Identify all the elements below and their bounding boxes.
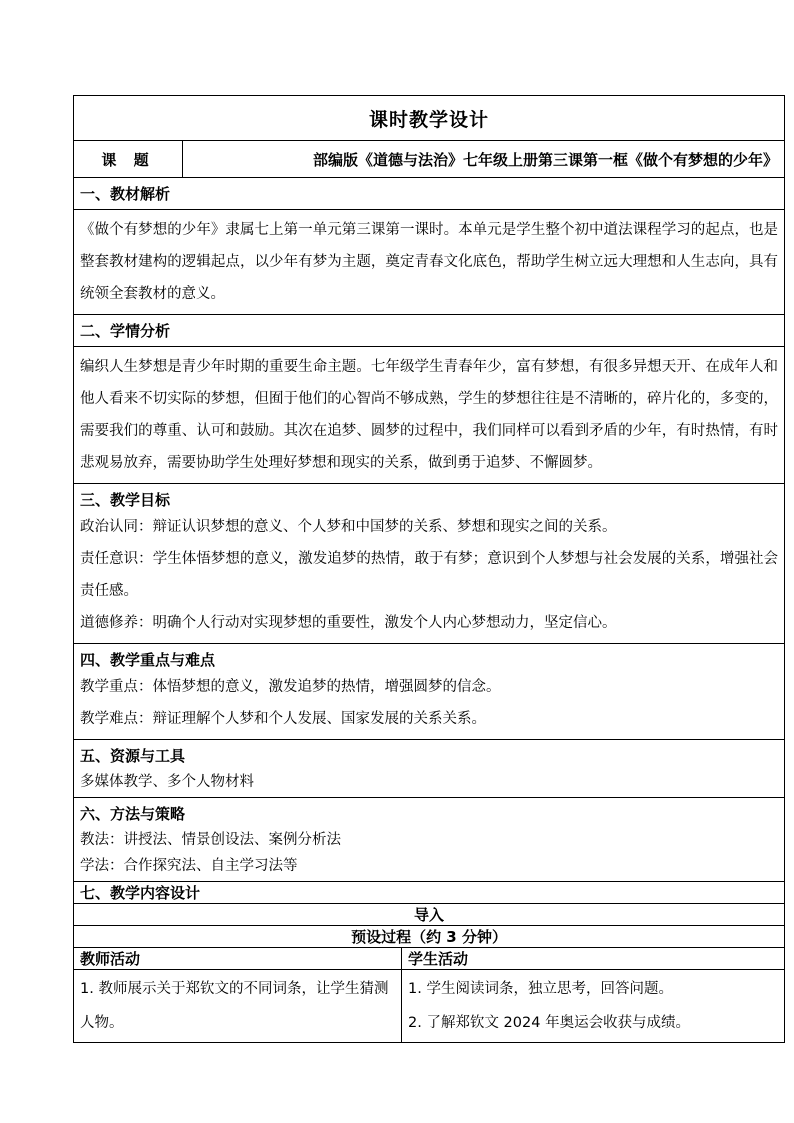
method-item: 教法：讲授法、情景创设法、案例分析法: [80, 832, 341, 848]
section-heading: 五、资源与工具: [80, 747, 186, 765]
section-heading: 一、教材解析: [80, 185, 171, 203]
teacher-activity-item: 1. 教师展示关于郑钦文的不同词条，让学生猜测人物。: [80, 981, 389, 1031]
goal-item: 责任意识：学生体悟梦想的意义，激发追梦的热情，敢于有梦；意识到个人梦想与社会发展的关系，增强社会责任感。: [80, 551, 779, 599]
resource-item: 多媒体教学、多个人物材料: [80, 774, 254, 790]
key-point-item: 教学难点：辩证理解个人梦和个人发展、国家发展的关系关系。: [80, 711, 486, 727]
section-paragraph: 编织人生梦想是青少年时期的重要生命主题。七年级学生青春年少，富有梦想，有很多异想天开、在成年人和他人看来不切实际的梦想，但囿于他们的心智尚不够成熟，学生的梦想往往是不清晰的，碎片化的，多变的，需要我们的尊重、认可和鼓励。其次在追梦、圆梦的过程中，我们同样可以看到矛盾的少年，有时热情，有时悲观易放弃，需要协助学生处理好梦想和现实的关系，做到勇于追梦、不懈圆梦。: [80, 359, 779, 471]
section-teaching-goals: [74, 484, 785, 644]
section-resources: [74, 740, 785, 798]
section-heading: 二、学情分析: [80, 322, 171, 340]
section-body: [74, 347, 785, 484]
topic-label: 课 题: [74, 141, 183, 178]
section-textbook-analysis: [74, 178, 785, 210]
student-activity-header: 学生活动: [402, 948, 785, 970]
key-point-item: 教学重点：体悟梦想的意义，激发追梦的热情，增强圆梦的信念。: [80, 679, 501, 695]
stage-label: 导入: [74, 904, 785, 926]
topic-value: 部编版《道德与法治》七年级上册第三课第一框《做个有梦想的少年》: [183, 141, 785, 178]
lesson-plan-table: [73, 95, 785, 1043]
section-heading: 三、教学目标: [80, 491, 171, 509]
teacher-activity-header: 教师活动: [74, 948, 402, 970]
method-item: 学法：合作探究法、自主学习法等: [80, 858, 298, 874]
student-activity-item: 1. 学生阅读词条，独立思考，回答问题。: [408, 981, 673, 997]
section-content-design-heading: 七、教学内容设计: [74, 882, 785, 904]
teacher-activity-cell: [74, 970, 402, 1043]
student-activity-item: 2. 了解郑钦文 2024 年奥运会收获与成绩。: [408, 1015, 691, 1031]
goal-item: 政治认同：辩证认识梦想的意义、个人梦和中国梦的关系、梦想和现实之间的关系。: [80, 519, 617, 535]
student-activity-cell: [402, 970, 785, 1043]
section-body: [74, 210, 785, 315]
section-methods: [74, 798, 785, 882]
section-heading: 四、教学重点与难点: [80, 651, 216, 669]
section-key-points: [74, 644, 785, 740]
goal-item: 道德修养：明确个人行动对实现梦想的重要性，激发个人内心梦想动力，坚定信心。: [80, 615, 617, 631]
lesson-plan-sheet: [73, 95, 784, 1043]
section-paragraph: 《做个有梦想的少年》隶属七上第一单元第三课第一课时。本单元是学生整个初中道法课程学习的起点，也是整套教材建构的逻辑起点，以少年有梦为主题，奠定青春文化底色，帮助学生树立远大理想和人生志向，具有统领全套教材的意义。: [80, 222, 779, 302]
section-heading: 六、方法与策略: [80, 805, 186, 823]
process-label: 预设过程（约 3 分钟）: [74, 926, 785, 948]
section-student-analysis: [74, 315, 785, 347]
page-title: 课时教学设计: [74, 96, 785, 141]
